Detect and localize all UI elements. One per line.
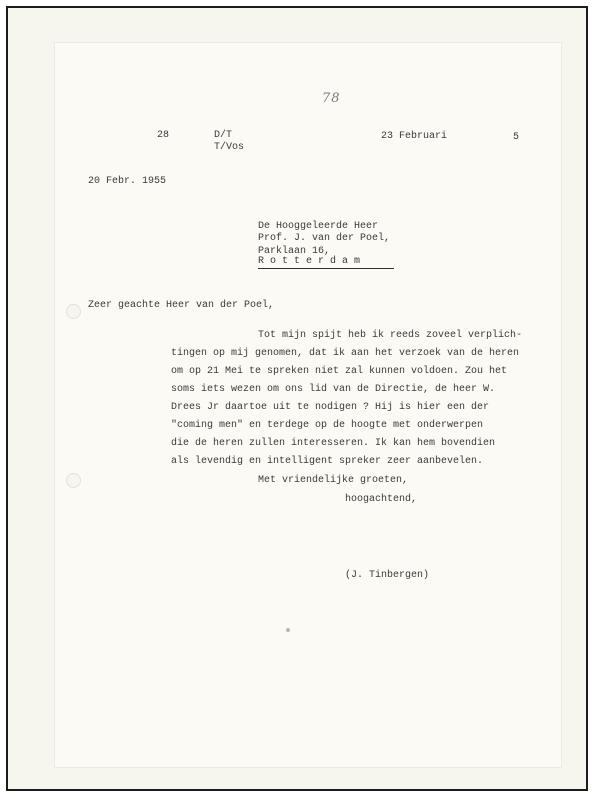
pencil-annotation: 78 [322, 91, 341, 106]
body-line-8: als levendig en intelligent spreker zeer aanbevelen. [171, 456, 484, 467]
signature: (J. Tinbergen) [345, 570, 430, 581]
recipient-title: De Hooggeleerde Heer [258, 221, 379, 232]
body-line-2: tingen op mij genomen, dat ik aan het verzoek van de heren [171, 348, 520, 359]
initials-line-2: T/Vos [214, 142, 245, 153]
paper-speck [286, 628, 290, 632]
punch-hole-top [66, 304, 81, 319]
scan-frame [6, 6, 588, 791]
body-line-5: Drees Jr daartoe uit te nodigen ? Hij is hier een der [171, 402, 490, 413]
body-line-4: soms iets wezen om ons lid van de Directie, de heer W. [171, 384, 496, 395]
body-line-7: die de heren zullen interesseren. Ik kan hem bovendien [171, 438, 496, 449]
salutation: Zeer geachte Heer van der Poel, [88, 300, 275, 311]
recipient-street: Parklaan 16, [258, 246, 331, 257]
letter-date: 20 Febr. 1955 [88, 176, 167, 187]
body-line-3: om op 21 Mei te spreken niet zal kunnen voldoen. Zou het [171, 366, 508, 377]
body-line-1: Tot mijn spijt heb ik reeds zoveel verplich- [258, 330, 523, 341]
recipient-city: R o t t e r d a m [258, 256, 394, 269]
initials-line-1: D/T [214, 130, 233, 141]
recipient-name: Prof. J. van der Poel, [258, 233, 391, 244]
received-date-stamp: 23 Februari [381, 131, 448, 142]
closing-greeting: Met vriendelijke groeten, [258, 475, 409, 486]
punch-hole-bottom [66, 473, 81, 488]
closing-respect: hoogachtend, [345, 494, 418, 505]
page-number: 5 [513, 132, 520, 143]
reference-number: 28 [157, 130, 170, 141]
body-line-6: "coming men" en terdege op de hoogte met onderwerpen [171, 420, 484, 431]
